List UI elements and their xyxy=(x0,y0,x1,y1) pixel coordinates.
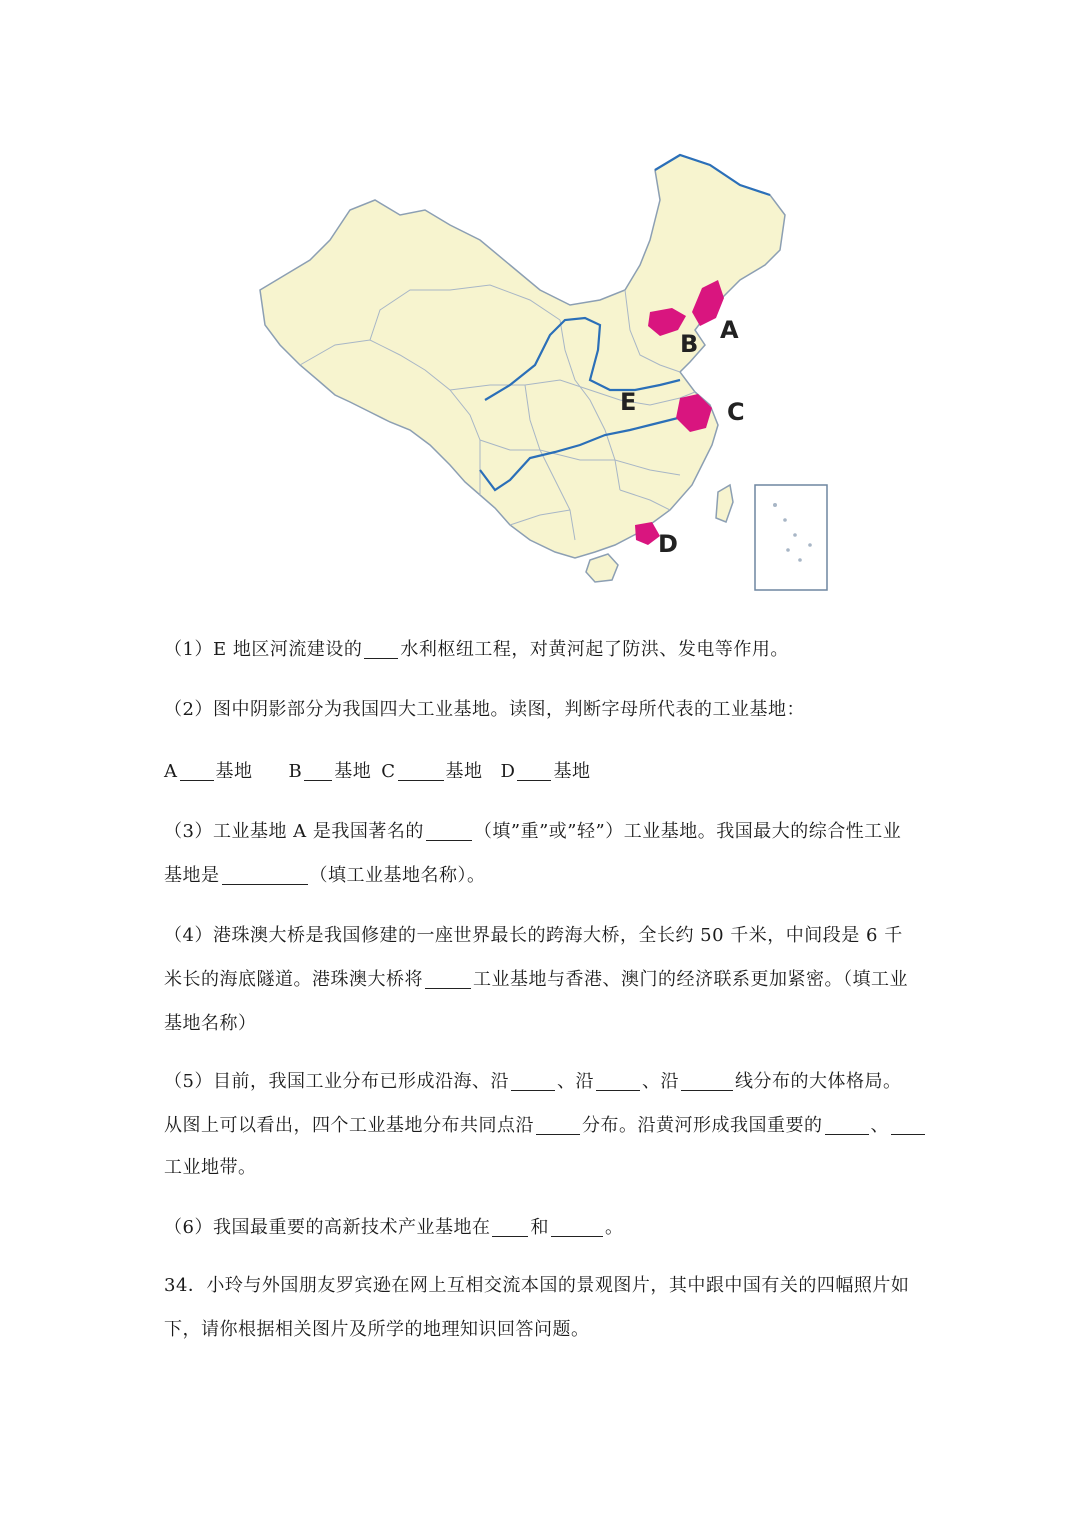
answer-blank[interactable] xyxy=(222,862,308,885)
question-5-line-3: 工业地带。 xyxy=(164,1157,257,1178)
answer-blank[interactable] xyxy=(364,636,398,659)
answer-blank[interactable] xyxy=(511,1068,555,1091)
map-label-d: D xyxy=(658,530,678,558)
question-5-line-2: 从图上可以看出，四个工业基地分布共同点沿 分布。沿黄河形成我国重要的 、 xyxy=(164,1104,924,1148)
question-34-line-2: 下，请你根据相关图片及所学的地理知识回答问题。 xyxy=(164,1319,590,1340)
answer-blank-a[interactable] xyxy=(180,758,214,781)
china-map xyxy=(240,140,840,600)
answer-blank-d[interactable] xyxy=(517,758,551,781)
question-3-line-2: 基地是 （填工业基地名称）。 xyxy=(164,854,924,898)
question-2-answers: A 基地 B 基地 C 基地 D 基地 xyxy=(164,750,924,794)
question-34-line-1: 34．小玲与外国朋友罗宾逊在网上互相交流本国的景观图片，其中跟中国有关的四幅照片如 xyxy=(164,1275,910,1296)
question-4-line-1: （4）港珠澳大桥是我国修建的一座世界最长的跨海大桥，全长约 50 千米，中间段是 6 千 xyxy=(164,925,903,946)
answer-blank-c[interactable] xyxy=(398,758,444,781)
taiwan-island xyxy=(716,485,733,522)
base-d-shape xyxy=(635,522,660,545)
map-label-e: E xyxy=(620,388,637,416)
answer-blank[interactable] xyxy=(825,1112,869,1135)
map-label-b: B xyxy=(680,330,699,358)
question-3-line-1: （3）工业基地 A 是我国著名的 （填”重”或”轻”）工业基地。我国最大的综合性工业 xyxy=(164,810,924,854)
south-sea-inset xyxy=(755,485,827,590)
answer-blank[interactable] xyxy=(551,1214,603,1237)
answer-blank[interactable] xyxy=(681,1068,733,1091)
answer-blank-b[interactable] xyxy=(304,758,332,781)
question-4-line-3: 基地名称） xyxy=(164,1013,257,1034)
answer-blank[interactable] xyxy=(492,1214,528,1237)
question-6: （6）我国最重要的高新技术产业基地在 和 。 xyxy=(164,1206,924,1250)
question-4-line-2: 米长的海底隧道。港珠澳大桥将 工业基地与香港、澳门的经济联系更加紧密。（填工业 xyxy=(164,958,924,1002)
question-5-line-1: （5）目前，我国工业分布已形成沿海、沿 、沿 、沿 线分布的大体格局。 xyxy=(164,1060,924,1104)
map-label-a: A xyxy=(720,316,739,344)
hainan-island xyxy=(586,554,618,582)
answer-blank[interactable] xyxy=(426,818,472,841)
china-mainland xyxy=(260,155,785,558)
question-1: （1）E 地区河流建设的 水利枢纽工程，对黄河起了防洪、发电等作用。 xyxy=(164,628,924,672)
answer-blank[interactable] xyxy=(536,1112,580,1135)
answer-blank[interactable] xyxy=(425,966,471,989)
question-2: （2）图中阴影部分为我国四大工业基地。读图，判断字母所代表的工业基地： xyxy=(164,699,805,720)
answer-blank[interactable] xyxy=(891,1112,925,1135)
answer-blank[interactable] xyxy=(596,1068,640,1091)
map-label-c: C xyxy=(727,398,745,426)
